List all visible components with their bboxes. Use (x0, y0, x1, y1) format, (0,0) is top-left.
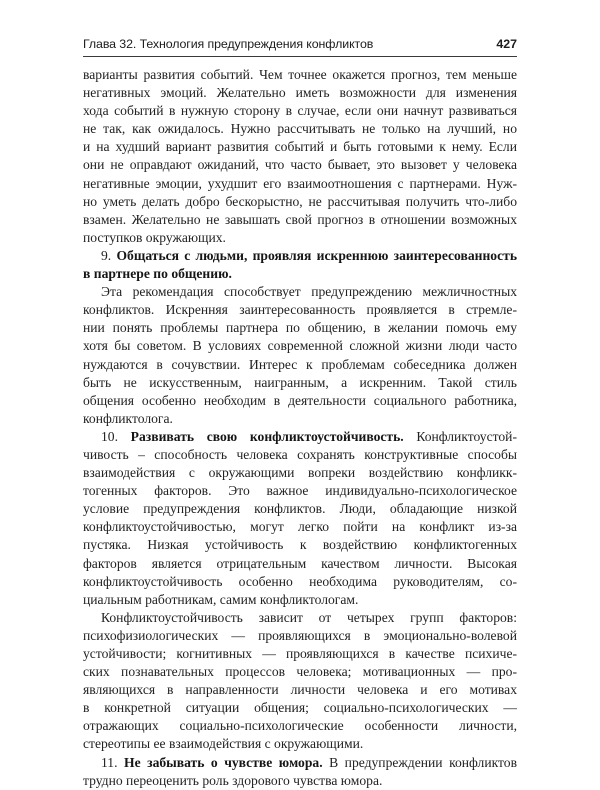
chapter-title: Глава 32. Технология предупреждения конфликтов (83, 37, 374, 51)
text-line: хода событий в нужную сторону в случае, если они начнут развиваться (83, 103, 517, 119)
item-number: 11. (101, 754, 118, 770)
text-line: взамен. Желательно не завышать свой прогноз в отношении возможных (83, 211, 517, 227)
recommendation-heading-line (83, 754, 517, 772)
text-line: негативных эмоций. Желательно иметь возможности для изменения (83, 85, 517, 101)
text-line: хотя бы советом. В условиях современной сложной жизни люди часто (83, 338, 517, 354)
text-line: чивость – способность человека сохранять конструктивные способы (83, 446, 517, 462)
recommendation-heading-line (83, 265, 517, 283)
recommendation-heading-line (83, 428, 517, 446)
text-line: не так, как ожидалось. Нужно рассчитывать не только на лучший, но (83, 121, 517, 137)
text-line: стереотипы ее взаимодействия с окружающими. (83, 736, 364, 752)
header-rule (83, 56, 517, 57)
page-number: 427 (496, 37, 517, 51)
text-line: психофизиологических — проявляющихся в эмоционально-волевой (83, 627, 517, 643)
text-line: трудно переоценить роль здорового чувства юмора. (83, 772, 383, 788)
text-line: и на худший вариант развития событий и быть готовыми к нему. Если (83, 139, 517, 155)
text-line: быть не искусственным, наигранным, а искренним. Такой стиль (83, 374, 517, 390)
text-line: но уметь делать добро бескорыстно, не рассчитывая получить что-либо (83, 193, 517, 209)
text-line: конфликтоустойчивость особенно необходима руководителям, со- (83, 573, 517, 589)
recommendation-10 (83, 428, 517, 609)
text-line: тогенных факторов. Это важное индивидуально-психологическое (83, 483, 517, 499)
text-line: варианты развития событий. Чем точнее окажется прогноз, тем меньше (83, 67, 517, 82)
running-head (83, 36, 517, 52)
text-line: общения особенно необходим в деятельности социального работника, (83, 392, 517, 408)
text-line: негативные эмоции, ухудшит его взаимоотношения с партнерами. Нуж- (83, 175, 517, 191)
recommendation-heading: Общаться с людьми, проявляя искреннюю заинтересованность (116, 247, 517, 263)
recommendation-heading-line (83, 247, 517, 265)
recommendation-heading: в партнере по общению. (83, 266, 232, 282)
text-line: отражающих социально-психологические особенности личности, (83, 718, 517, 734)
text-line: конфликтоустойчивостью, могут легко пойти на конфликт из-за (83, 519, 517, 535)
text-line: нии понять проблемы партнера по общению, в желании помочь ему (83, 320, 517, 336)
text-line: Конфликтоустойчивость зависит от четырех групп факторов: (101, 609, 517, 625)
text-line: в конкретной ситуации общения; социально-психологических — (83, 700, 517, 716)
text-line: нуждаются в сочувствии. Интерес к проблемам собеседника должен (83, 356, 517, 372)
text-line: взаимодействия с окружающими вопреки воздействию конфликк- (83, 465, 517, 481)
text-line: конфликтов. Искренняя заинтересованность проявляется в стремле- (83, 302, 517, 318)
text-line: факторов является отрицательным качеством личности. Высокая (83, 555, 517, 571)
paragraph-continuation (83, 66, 517, 247)
text-line: пустяка. Низкая устойчивость к воздействию конфликтогенных (83, 537, 517, 553)
item-number: 10. (101, 428, 118, 444)
recommendation-heading: Не забывать о чувстве юмора. (124, 754, 323, 770)
recommendation-9 (83, 247, 517, 283)
text-fragment: В предупреждении конфликтов (329, 754, 517, 770)
item-number: 9. (101, 247, 112, 263)
text-line: ских познавательных процессов человека; мотивационных — про- (83, 664, 517, 680)
text-line: конфликтолога. (83, 410, 173, 426)
text-line: они не оправдают ожиданий, что часто бывает, это вызовет у человека (83, 157, 517, 173)
paragraph (83, 283, 517, 428)
text-line: являющихся в направленности личности человека и его мотивах (83, 682, 517, 698)
recommendation-11 (83, 754, 517, 790)
text-line: циальным работникам, самим конфликтологам. (83, 591, 359, 607)
paragraph (83, 609, 517, 754)
text-line: Эта рекомендация способствует предупреждению межличностных (101, 284, 517, 300)
text-fragment: Конфликтоустой- (416, 428, 517, 444)
text-line: поступков окружающих. (83, 229, 226, 245)
recommendation-heading: Развивать свою конфликтоустойчивость. (130, 428, 404, 444)
body-text (83, 66, 517, 790)
text-line: условие предупреждения конфликтов. Люди, обладающие низкой (83, 501, 517, 517)
text-line: устойчивости; когнитивных — проявляющихся в качестве психиче- (83, 646, 517, 661)
